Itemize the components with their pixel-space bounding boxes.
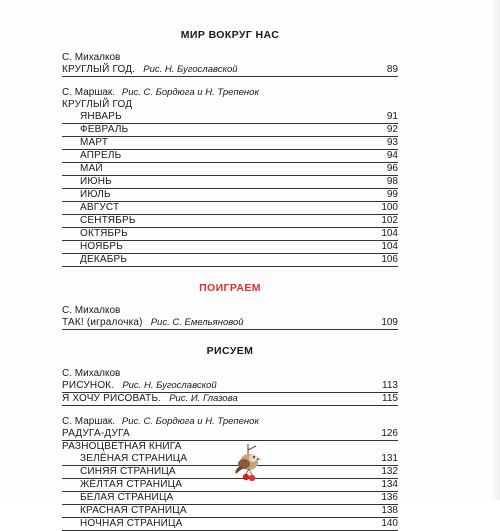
- author-name: [62, 416, 398, 428]
- entry-page-number: 93: [386, 137, 398, 148]
- entry-title: ЯНВАРЬ: [80, 111, 122, 122]
- author-label: С. Маршак.: [62, 416, 116, 427]
- bird-with-cherries-icon: [228, 440, 268, 484]
- entry-page-number: 89: [386, 64, 398, 75]
- entry-page-number: 134: [381, 479, 398, 490]
- entry-title: ИЮНЬ: [80, 176, 112, 187]
- group-title: КРУГЛЫЙ ГОД: [62, 99, 133, 110]
- entry-title: КРАСНАЯ СТРАНИЦА: [80, 505, 187, 516]
- toc-entry[interactable]: [62, 317, 398, 330]
- group-title: РАЗНОЦВЕТНАЯ КНИГА: [62, 441, 182, 452]
- entry-page-number: 98: [386, 176, 398, 187]
- entry-page-number: 94: [386, 150, 398, 161]
- entry-title: ИЮЛЬ: [80, 189, 111, 200]
- entry-page-number: 99: [386, 189, 398, 200]
- author-label: С. Маршак.: [62, 87, 116, 98]
- entry-page-number: 140: [381, 518, 398, 529]
- entry-title: РИСУНОК.: [62, 380, 115, 391]
- toc-entry[interactable]: [62, 111, 398, 124]
- toc-entry[interactable]: [62, 150, 398, 163]
- author-name: [62, 87, 398, 99]
- entry-title: СИНЯЯ СТРАНИЦА: [80, 466, 176, 477]
- entry-page-number: 102: [381, 215, 398, 226]
- entry-illustrator: Рис. Н. Бугославской: [143, 64, 238, 75]
- entry-title: РАДУГА-ДУГА: [62, 428, 130, 439]
- entry-title: НОЯБРЬ: [80, 241, 123, 252]
- entry-page-number: 91: [386, 111, 398, 122]
- entry-illustrator: Рис. С. Емельяновой: [150, 317, 244, 328]
- entry-page-number: 106: [381, 254, 398, 265]
- toc-entry[interactable]: [62, 228, 398, 241]
- entry-page-number: 100: [381, 202, 398, 213]
- entry-page-number: 104: [381, 241, 398, 252]
- toc-entry[interactable]: [62, 505, 398, 518]
- entry-page-number: 96: [386, 163, 398, 174]
- entry-illustrator: Рис. И. Глазова: [169, 393, 238, 404]
- entry-title: БЕЛАЯ СТРАНИЦА: [80, 492, 174, 503]
- toc-entry[interactable]: [62, 241, 398, 254]
- entry-title: ОКТЯБРЬ: [80, 228, 128, 239]
- entry-page-number: 115: [382, 393, 398, 404]
- entry-title: ФЕВРАЛЬ: [80, 124, 129, 135]
- group-heading: [62, 99, 398, 111]
- entry-illustrator: Рис. Н. Бугославской: [122, 380, 217, 391]
- entry-title: Я ХОЧУ РИСОВАТЬ.: [62, 393, 162, 404]
- entry-page-number: 92: [386, 124, 398, 135]
- toc-entry[interactable]: [62, 137, 398, 150]
- toc-entry[interactable]: [62, 176, 398, 189]
- toc-entry[interactable]: [62, 64, 398, 77]
- entry-title: ТАК! (игралочка): [62, 317, 143, 328]
- entry-title: АВГУСТ: [80, 202, 120, 213]
- section-title-world: МИР ВОКРУГ НАС: [180, 29, 280, 41]
- toc-entry[interactable]: [62, 124, 398, 137]
- section-title-draw: РИСУЕМ: [206, 345, 254, 357]
- entry-page-number: 113: [382, 380, 398, 391]
- toc-entry[interactable]: [62, 189, 398, 202]
- entry-page-number: 136: [381, 492, 398, 503]
- entry-page-number: 126: [381, 428, 398, 439]
- author-name: С. Михалков: [62, 305, 121, 316]
- author-illustrator: Рис. С. Бордюга и Н. Трепенок: [121, 87, 259, 98]
- entry-title: НОЧНАЯ СТРАНИЦА: [80, 518, 183, 529]
- toc-entry[interactable]: [62, 393, 398, 406]
- section-title-play: ПОИГРАЕМ: [199, 282, 261, 294]
- page-edge-shadow: [492, 0, 500, 500]
- entry-title: АПРЕЛЬ: [80, 150, 122, 161]
- entry-page-number: 138: [381, 505, 398, 516]
- entry-title: МАРТ: [80, 137, 109, 148]
- toc-entry[interactable]: [62, 254, 398, 267]
- author-illustrator: Рис. С. Бордюга и Н. Трепенок: [121, 416, 259, 427]
- entry-title: КРУГЛЫЙ ГОД.: [62, 64, 136, 75]
- author-name: С. Михалков: [62, 52, 121, 63]
- entry-title: МАЙ: [80, 163, 103, 174]
- toc-entry[interactable]: [62, 492, 398, 505]
- toc-entry[interactable]: [62, 202, 398, 215]
- entry-page-number: 104: [381, 228, 398, 239]
- toc-entry[interactable]: [62, 518, 398, 531]
- entry-title: СЕНТЯБРЬ: [80, 215, 136, 226]
- entry-page-number: 132: [381, 466, 398, 477]
- toc-entry[interactable]: [62, 163, 398, 176]
- entry-page-number: 131: [381, 453, 398, 464]
- entry-title: ДЕКАБРЬ: [80, 254, 128, 265]
- entry-title: ЖЁЛТАЯ СТРАНИЦА: [80, 479, 183, 490]
- entry-title: ЗЕЛЁНАЯ СТРАНИЦА: [80, 453, 188, 464]
- toc-entry[interactable]: [62, 215, 398, 228]
- toc-entry[interactable]: [62, 380, 398, 393]
- author-name: С. Михалков: [62, 368, 121, 379]
- entry-page-number: 109: [381, 317, 398, 328]
- months-list: [62, 111, 398, 267]
